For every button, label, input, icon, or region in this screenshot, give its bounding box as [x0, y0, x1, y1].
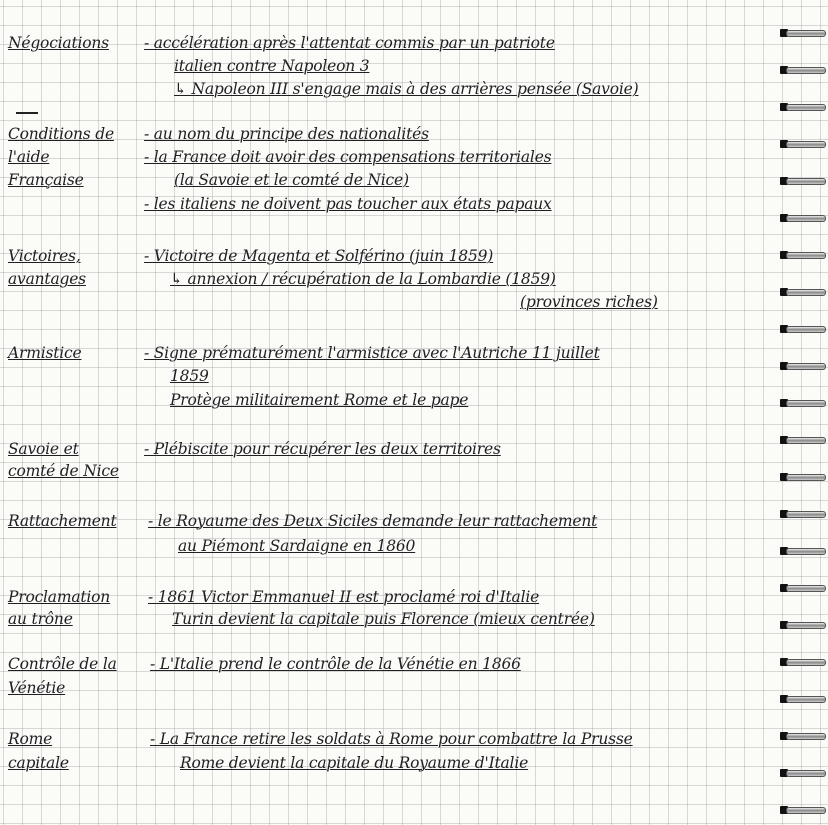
spiral-wire: [786, 770, 826, 777]
note-line: Protège militairement Rome et le pape: [170, 391, 469, 409]
section-label: capitale: [8, 754, 69, 772]
section-label: Conditions de: [8, 125, 114, 143]
spiral-ring: [780, 398, 824, 408]
spiral-ring: [780, 805, 824, 815]
section-label: Rome: [8, 730, 53, 748]
spiral-ring: [780, 472, 824, 482]
note-line: - Plébiscite pour récupérer les deux territoires: [144, 440, 501, 458]
spiral-ring: [780, 361, 824, 371]
spiral-wire: [786, 215, 826, 222]
note-line: ↳ annexion / récupération de la Lombardie (1859): [170, 270, 556, 288]
note-line: - Victoire de Magenta et Solférino (juin 1859): [144, 247, 494, 265]
spiral-ring: [780, 620, 824, 630]
note-line: - Signe prématurément l'armistice avec l'Autriche 11 juillet: [144, 344, 600, 362]
spiral-wire: [786, 400, 826, 407]
spiral-wire: [786, 437, 826, 444]
section-label: Rattachement: [8, 512, 117, 530]
spiral-ring: [780, 657, 824, 667]
section-label: Savoie et: [8, 440, 79, 458]
spiral-ring: [780, 250, 824, 260]
spiral-wire: [786, 733, 826, 740]
spiral-wire: [786, 104, 826, 111]
note-line: (la Savoie et le comté de Nice): [174, 171, 409, 189]
note-line: - la France doit avoir des compensations territoriales: [144, 148, 552, 166]
spiral-wire: [786, 363, 826, 370]
section-label: l'aide: [8, 148, 50, 166]
section-label: Négociations: [8, 34, 109, 52]
section-label: au trône: [8, 610, 73, 628]
spiral-ring: [780, 287, 824, 297]
spiral-ring: [780, 324, 824, 334]
section-label: Contrôle de la: [8, 655, 117, 673]
spiral-ring: [780, 768, 824, 778]
spiral-ring: [780, 435, 824, 445]
section-label: Vénétie: [8, 679, 66, 697]
note-line: - le Royaume des Deux Siciles demande leur rattachement: [148, 512, 598, 530]
spiral-wire: [786, 511, 826, 518]
section-label: Armistice: [8, 344, 82, 362]
note-line: Rome devient la capitale du Royaume d'Italie: [180, 754, 529, 772]
section-label: Victoires,: [8, 247, 81, 265]
note-line: (provinces riches): [520, 293, 658, 311]
section-label: avantages: [8, 270, 86, 288]
note-line: ↳ Napoleon III s'engage mais à des arrières pensée (Savoie): [174, 80, 639, 98]
spiral-wire: [786, 585, 826, 592]
spiral-ring: [780, 139, 824, 149]
note-line: au Piémont Sardaigne en 1860: [178, 537, 416, 555]
spiral-wire: [786, 30, 826, 37]
spiral-wire: [786, 696, 826, 703]
note-line: italien contre Napoleon 3: [174, 57, 370, 75]
section-label: Française: [8, 171, 84, 189]
note-line: - accélération après l'attentat commis par un patriote: [144, 34, 555, 52]
spiral-wire: [786, 178, 826, 185]
spiral-wire: [786, 474, 826, 481]
section-label: comté de Nice: [8, 462, 119, 480]
note-line: Turin devient la capitale puis Florence (mieux centrée): [172, 610, 595, 628]
spiral-ring: [780, 546, 824, 556]
spiral-wire: [786, 289, 826, 296]
spiral-ring: [780, 694, 824, 704]
spiral-ring: [780, 176, 824, 186]
note-line: - L'Italie prend le contrôle de la Vénétie en 1866: [150, 655, 521, 673]
note-line: - au nom du principe des nationalités: [144, 125, 429, 143]
note-line: - La France retire les soldats à Rome pour combattre la Prusse: [150, 730, 633, 748]
spiral-wire: [786, 326, 826, 333]
spiral-ring: [780, 28, 824, 38]
spiral-wire: [786, 807, 826, 814]
separator-dash: [16, 112, 38, 114]
spiral-wire: [786, 141, 826, 148]
spiral-wire: [786, 622, 826, 629]
spiral-ring: [780, 583, 824, 593]
spiral-wire: [786, 659, 826, 666]
note-line: 1859: [170, 367, 209, 385]
note-line: - les italiens ne doivent pas toucher aux états papaux: [144, 195, 552, 213]
spiral-ring: [780, 509, 824, 519]
spiral-wire: [786, 252, 826, 259]
spiral-ring: [780, 102, 824, 112]
spiral-binding: [776, 0, 828, 825]
section-label: Proclamation: [8, 588, 111, 606]
spiral-ring: [780, 213, 824, 223]
spiral-wire: [786, 67, 826, 74]
spiral-ring: [780, 731, 824, 741]
spiral-wire: [786, 548, 826, 555]
note-line: - 1861 Victor Emmanuel II est proclamé roi d'Italie: [148, 588, 540, 606]
spiral-ring: [780, 65, 824, 75]
